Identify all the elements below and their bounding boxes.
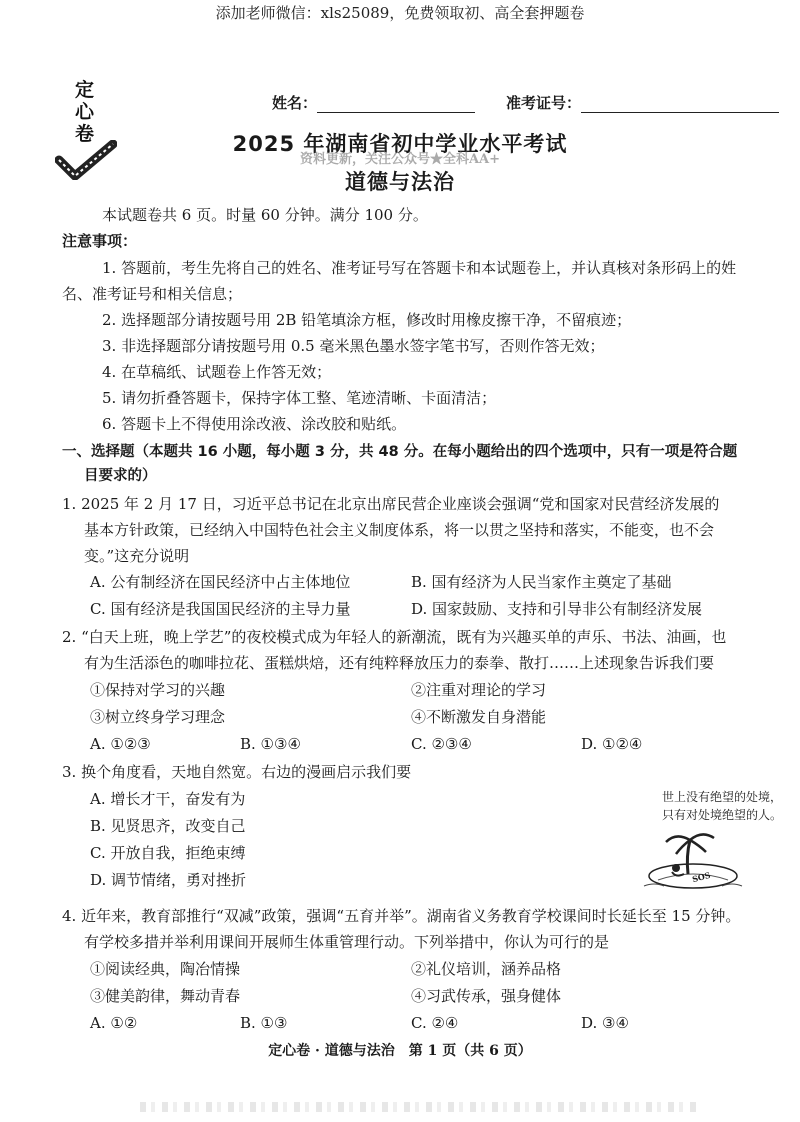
exam-subject: 道德与法治 — [345, 170, 455, 194]
exam-id-label: 准考证号： — [506, 94, 582, 112]
note-2: 2. 选择题部分请按题号用 2B 铅笔填涂方框，修改时用橡皮擦干净，不留痕迹； — [102, 311, 632, 329]
q3-option-b: B. 见贤思齐，改变自己 — [90, 817, 246, 835]
q4-option-b: B. ①③ — [240, 1014, 288, 1032]
q2-stem-2: 有为生活添色的咖啡拉花、蛋糕烘焙，还有纯粹释放压力的泰拳、散打……上述现象告诉我们要 — [84, 654, 715, 672]
q3-option-a: A. 增长才干，奋发有为 — [90, 790, 246, 808]
q4-option-c: C. ②④ — [411, 1014, 459, 1032]
section-heading-cont: 目要求的） — [84, 468, 157, 484]
q3-stem: 3. 换个角度看，天地自然宽。右边的漫画启示我们要 — [62, 763, 412, 781]
exam-title: 2025 年湖南省初中学业水平考试 — [232, 132, 568, 156]
scan-artifact — [140, 1102, 700, 1112]
exam-id-underline — [581, 94, 779, 113]
intro-text: 本试题卷共 6 页。时量 60 分钟。满分 100 分。 — [102, 206, 428, 224]
q4-statement-2: ②礼仪培训，涵养品格 — [411, 960, 562, 978]
q1-option-d: D. 国家鼓励、支持和引导非公有制经济发展 — [411, 600, 703, 618]
q4-statement-3: ③健美韵律，舞动青春 — [90, 987, 241, 1005]
note-1: 1. 答题前，考生先将自己的姓名、准考证号写在答题卡和本试题卷上，并认真核对条形码上的姓 — [102, 259, 737, 277]
q1-option-c: C. 国有经济是我国国民经济的主导力量 — [90, 600, 351, 618]
name-field — [272, 92, 475, 113]
note-6: 6. 答题卡上不得使用涂改液、涂改胶和贴纸。 — [102, 415, 407, 433]
q4-stem-2: 有学校多措并举利用课间开展师生体重管理行动。下列举措中，你认为可行的是 — [84, 933, 610, 951]
note-1-cont: 名、准考证号和相关信息； — [62, 285, 243, 303]
notes-title: 注意事项： — [62, 232, 138, 250]
q2-option-c: C. ②③④ — [411, 735, 472, 753]
q4-option-d: D. ③④ — [581, 1014, 629, 1032]
logo-char-3: 卷 — [75, 123, 95, 145]
q2-option-d: D. ①②④ — [581, 735, 643, 753]
q3-option-d: D. 调节情绪，勇对挫折 — [90, 871, 247, 889]
q3-option-c: C. 开放自我，拒绝束缚 — [90, 844, 246, 862]
cartoon-caption-1: 世上没有绝望的处境， — [661, 790, 782, 804]
name-underline — [317, 94, 475, 113]
q4-option-a: A. ①② — [90, 1014, 138, 1032]
q1-option-b: B. 国有经济为人民当家作主奠定了基础 — [411, 573, 672, 591]
section-heading: 一、选择题（本题共 16 小题，每小题 3 分，共 48 分。在每小题给出的四个选项中，只有一项是符合题 — [62, 444, 738, 460]
note-5: 5. 请勿折叠答题卡，保持字体工整、笔迹清晰、卡面清洁； — [102, 389, 497, 407]
name-label: 姓名： — [272, 94, 318, 112]
cartoon-illustration — [600, 780, 790, 895]
q2-option-a: A. ①②③ — [90, 735, 151, 753]
q1-stem: 1. 2025 年 2 月 17 日，习近平总书记在北京出席民营企业座谈会强调“党和国家对民营经济发展的 — [62, 495, 720, 513]
logo-char-2: 心 — [75, 101, 95, 123]
promo-note: 添加老师微信：xls25089，免费领取初、高全套押题卷 — [215, 4, 585, 22]
q2-statement-3: ③树立终身学习理念 — [90, 708, 226, 726]
q2-statement-1: ①保持对学习的兴趣 — [90, 681, 226, 699]
q4-statement-1: ①阅读经典，陶冶情操 — [90, 960, 241, 978]
q1-stem-2: 基本方针政策，已经纳入中国特色社会主义制度体系，将一以贯之坚持和落实，不能变，也不会 — [84, 521, 715, 539]
note-4: 4. 在草稿纸、试题卷上作答无效； — [102, 363, 332, 381]
q4-stem: 4. 近年来，教育部推行“双减”政策，强调“五育并举”。湖南省义务教育学校课间时长延长至 15 分钟。 — [62, 907, 741, 925]
logo-char-1: 定 — [75, 79, 95, 101]
page-footer: 定心卷 · 道德与法治 第 1 页（共 6 页） — [268, 1043, 532, 1059]
q2-option-b: B. ①③④ — [240, 735, 301, 753]
exam-id-field — [506, 92, 779, 113]
q1-stem-3: 变。”这充分说明 — [84, 547, 190, 565]
q2-statement-4: ④不断激发自身潜能 — [411, 708, 547, 726]
q2-stem: 2. “白天上班，晚上学艺”的夜校模式成为年轻人的新潮流，既有为兴趣买单的声乐、书法、油画，也 — [62, 628, 727, 646]
cartoon-caption-2: 只有对处境绝望的人。 — [661, 808, 782, 822]
q2-statement-2: ②注重对理论的学习 — [411, 681, 547, 699]
q1-option-a: A. 公有制经济在国民经济中占主体地位 — [90, 573, 351, 591]
cartoon-sos-text: SOS — [691, 869, 712, 885]
note-3: 3. 非选择题部分请按题号用 0.5 毫米黑色墨水签字笔书写，否则作答无效； — [102, 337, 605, 355]
watermark: 资料更新，关注公众号★全科AA+ — [299, 152, 501, 167]
q4-statement-4: ④习武传承，强身健体 — [411, 987, 562, 1005]
